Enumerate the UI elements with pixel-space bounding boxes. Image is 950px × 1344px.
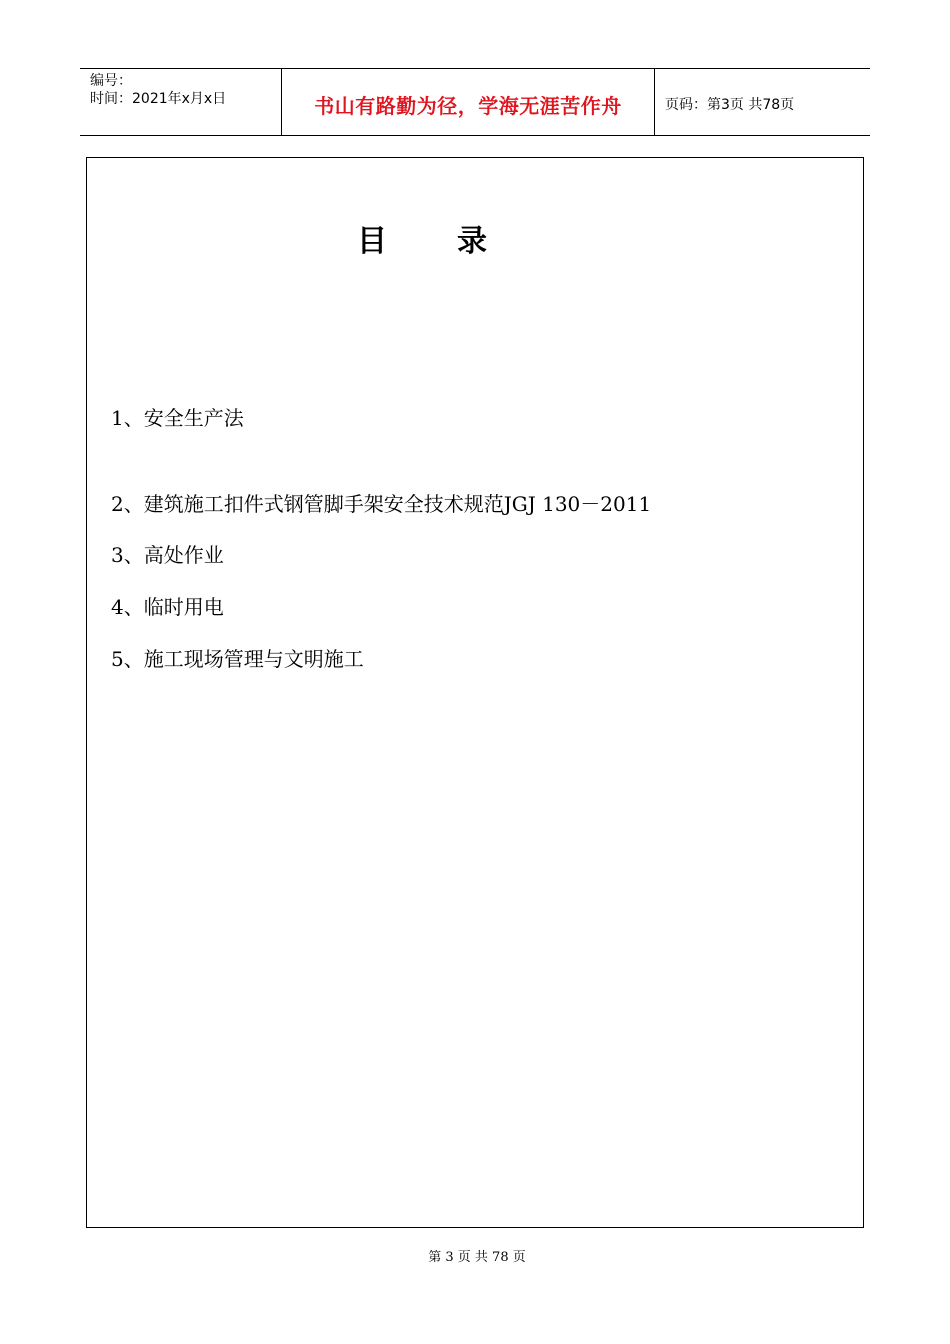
header-motto-cell <box>282 69 655 135</box>
page-header <box>80 68 870 136</box>
page-footer: 第 3 页 共 78 页 <box>428 1250 526 1265</box>
toc-item-3: 3、高处作业 <box>111 543 224 567</box>
header-motto: 书山有路勤为径，学海无涯苦作舟 <box>314 93 622 118</box>
toc-item-2: 2、建筑施工扣件式钢管脚手架安全技术规范JGJ 130－2011 <box>111 492 652 516</box>
toc-title: 目录 <box>357 224 557 259</box>
content-frame <box>86 157 864 1228</box>
document-number-label: 编号： <box>90 73 132 89</box>
toc-item-4: 4、临时用电 <box>111 595 224 619</box>
header-page-info-cell <box>655 69 870 135</box>
toc-item-1: 1、安全生产法 <box>111 406 244 430</box>
header-page-info: 页码：第3页 共78页 <box>665 97 795 113</box>
document-date-label: 时间：2021年x月x日 <box>90 91 227 107</box>
toc-item-5: 5、施工现场管理与文明施工 <box>111 647 364 671</box>
header-meta <box>80 69 282 135</box>
